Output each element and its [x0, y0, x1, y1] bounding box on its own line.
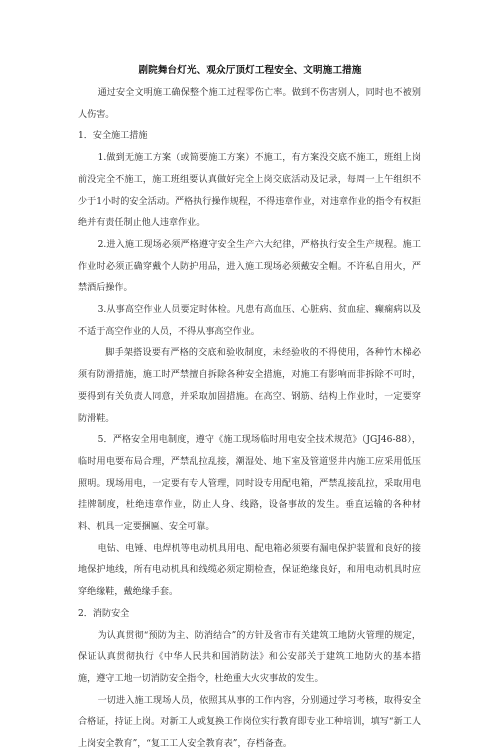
intro-paragraph: 通过安全文明施工确保整个施工过程零伤亡率。做到不伤害别人，同时也不被别人伤害。 [78, 88, 421, 120]
paragraph-fire-policy: 为认真贯彻“预防为主、防消结合”的方针及省市有关建筑工地防火管理的规定，保证认真贯彻执行《中华人民共和国消防法》和公安部关于建筑工地防火的基本措施，遵守工地一切消防安全指令，杜绝重大火灾事故的发生。 [78, 630, 421, 684]
paragraph-item-3: 3.从事高空作业人员要定时体检。凡患有高血压、心脏病、贫血症、癫痫病以及不适于高空作业的人员，不得从事高空作业。 [78, 305, 421, 337]
section-heading-safety: 1．安全施工措施 [78, 131, 148, 142]
paragraph-item-5: 5．严格安全用电制度，遵守《施工现场临时用电安全技术规范》（JGJ46-88），临时用电要布局合理，严禁乱拉乱接，潮湿处、地下室及管道竖井内施工应采用低压照明。现场用电，一定要有专人管理，同时设专用配电箱，严禁乱接乱拉，采取用电挂牌制度，杜绝违章作业，防止人身、线路，设备事故的发生。垂直运输的各种材料、机具一定要捆匾、安全可靠。 [78, 435, 421, 533]
paragraph-scaffold: 脚手架搭设要有严格的交底和验收制度，未经验收的不得使用，各种竹木梯必须有防滑措施，施工时严禁擅自拆除各种安全措施，对施工有影响而非拆除不可时，要得到有关负责人同意，并采取加固措施。在高空、钢筋、结构上作业时，一定要穿防滑鞋。 [78, 348, 421, 424]
section-heading-fire: 2．消防安全 [78, 608, 130, 619]
document-title: 剧院舞台灯光、观众厅顶灯工程安全、文明施工措施 [138, 65, 362, 76]
paragraph-electrical-tools: 电钻、电锤、电焊机等电动机具用电、配电箱必须要有漏电保护装置和良好的接地保护地线，所有电动机具和线缆必须定期检查，保证绝缘良好，和用电动机具时应穿绝缘鞋，戴绝缘手套。 [78, 543, 421, 598]
paragraph-item-1: 1.做到无施工方案（或简要施工方案）不施工，有方案没交底不施工，班组上岗前没完全不施工，施工班组要认真做好完全上岗交底活动及记录，每周一上午组织不少于1小时的安全活动。严格执行操作规程，不得违章作业，对违章作业的指令有权拒绝并有责任制止他人违章作业。 [78, 153, 421, 229]
paragraph-training: 一切进入施工现场人员，依照其从事的工作内容，分别通过学习考核，取得安全合格证，持证上岗。对新工人或复换工作岗位实行教育即专业工种培训，填写“新工人上岗安全教育”，“复工工人安全教育表”，存档备查。 [78, 695, 421, 750]
paragraph-item-2: 2.进入施工现场必须严格遵守安全生产六大纪律，严格执行安全生产规程。施工作业时必须正确穿戴个人防护用品，进入施工现场必须戴安全帽。不许私自用火，严禁酒后操作。 [78, 239, 421, 294]
document-body [78, 83, 421, 756]
